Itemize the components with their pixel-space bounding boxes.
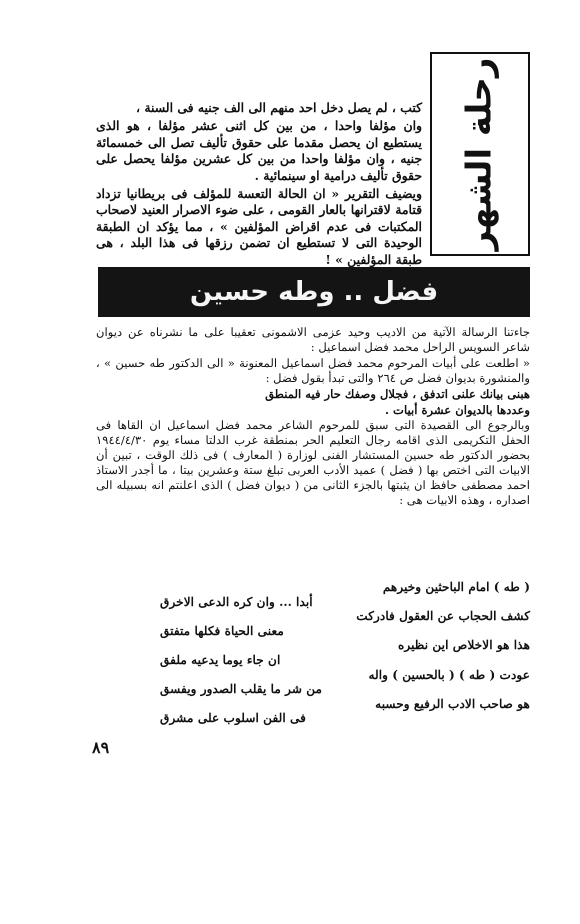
article2-paragraph: جاءتنا الرسالة الآتية من الاديب وحيد عزمى الاشمونى تعقيبا على ما نشرناه عن ديوان شاعر السويس الراحل محمد فضل اسماعيل :	[96, 325, 530, 354]
poem-verse: هذا هو الاخلاص اين نظيره	[397, 638, 530, 653]
page-number: ٨٩	[92, 738, 110, 757]
section-masthead	[430, 52, 530, 256]
article1-paragraph: كتب ، لم يصل دخل احد منهم الى الف جنيه فى السنة ،	[136, 100, 422, 115]
poem-verse: من شر ما يقلب الصدور ويفسق	[160, 682, 323, 697]
masthead-title: رحلة الشهر	[460, 57, 500, 251]
article2-paragraph: وبالرجوع الى القصيدة التى سبق للمرحوم الشاعر محمد فضل اسماعيل ان القاها فى الحفل التكريمى الذى اقامه رجال التعليم الحر بمنطقة غرب الدلتا مساء يوم ١٩٤٤/٤/٣٠ بحضور الدكتور طه حسين المستشار الفنى لوزارة ( المعارف ) فى ذلك الوقت ، تبين أن الابيات التى اختص بها ( فضل ) عميد الأدب العربى تبلغ ستة وعشرين بيتا ، ما أجدر الاستاذ احمد مصطفى حافظ ان يثبتها بالجزء الثانى من ( ديوان فضل ) الذى اعلنتم انه بسبيله الى اصداره ، وهذه الابيات هى :	[96, 418, 530, 507]
poem-verse: ( طه ) امام الباحثين وخيرهم	[382, 580, 530, 594]
article-authors-income	[96, 100, 422, 270]
poem-verse: عودت ( طه ) ( بالحسين ) واله	[368, 667, 530, 682]
poem-verse: معنى الحياة فكلها متفتق	[160, 623, 284, 638]
poem-verse: هو صاحب الادب الرفيع وحسبه	[375, 696, 530, 711]
poem-verse: كشف الحجاب عن العقول فادركت	[356, 609, 530, 624]
article1-paragraph: ويضيف التقرير « ان الحالة التعسة للمؤلف فى بريطانيا تزداد قتامة لاقترانها بالعار القومى ، على ضوء الاصرار العنيد لاصحاب المكتبات فى عدم اقراض المؤلفين » ، مما يؤكد ان الطبقة الوحيدة التى لا تستطيع ان تضمن رزقها فى هذا البلد ، هى طبقة المؤلفين » !	[96, 186, 422, 267]
article2-paragraph: « اطلعت على أبيات المرحوم محمد فضل اسماعيل المعنونة « الى الدكتور طه حسين » ، والمنشورة بديوان فضل ص ٢٦٤ والتى تبدأ بقول فضل :	[96, 355, 530, 385]
poem-verses	[160, 580, 530, 726]
article-fadl-taha-hussein	[96, 325, 530, 509]
article-banner	[98, 267, 530, 317]
quoted-verse: هبنى بيانك علنى اتدفق ، فجلال وصفك حار فيه المنطق	[265, 386, 530, 401]
poem-verse: فى الفن اسلوب على مشرق	[160, 711, 306, 726]
article2-paragraph: وعددها بالديوان عشرة أبيات .	[384, 402, 530, 417]
banner-title: فضل .. وطه حسين	[189, 277, 439, 307]
article1-paragraph: وان مؤلفا واحدا ، من بين كل اثنى عشر مؤلفا ، هو الذى يستطيع ان يحصل مقدما على حقوق تأليف تصل الى خمسمائة جنيه ، وان مؤلفا واحدا من بين كل عشرين مؤلفا يحصل على حقوق تأليف درامية او سينمائية .	[96, 118, 422, 183]
poem-verse: أبدا ... وان كره الدعى الاخرق	[160, 594, 313, 609]
poem-verse: ان جاء يوما يدعيه ملفق	[160, 652, 281, 667]
